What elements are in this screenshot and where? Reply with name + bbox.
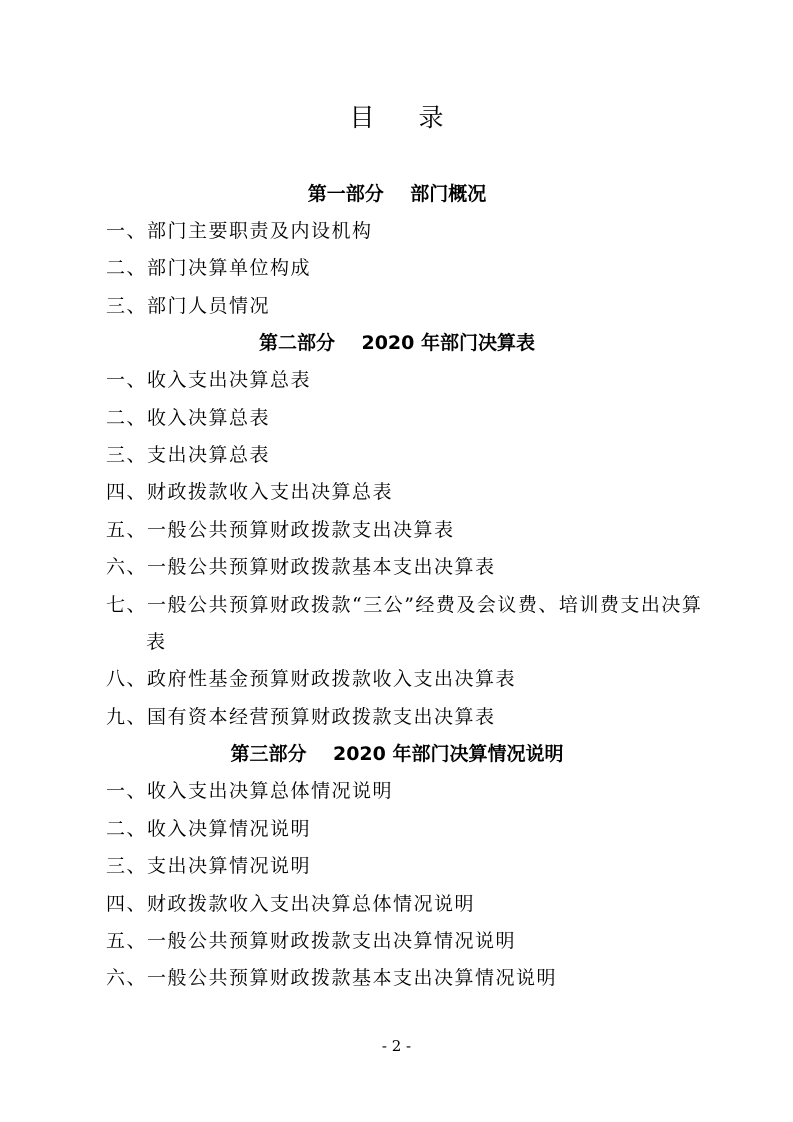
part-heading[interactable]: 第二部分 2020 年部门决算表: [259, 332, 535, 355]
toc-item[interactable]: 一、部门主要职责及内设机构: [106, 220, 373, 242]
toc-item[interactable]: 三、部门人员情况: [106, 294, 271, 317]
part-heading[interactable]: 第三部分 2020 年部门决算情况说明: [230, 743, 564, 766]
section-part-3: [106, 736, 706, 997]
section-part-2: [106, 325, 706, 736]
toc-item[interactable]: 九、国有资本经营预算财政拨款支出决算表: [106, 705, 496, 728]
toc-item[interactable]: 二、部门决算单位构成: [106, 257, 312, 280]
page-title: 目 录: [349, 103, 462, 132]
toc-item[interactable]: 一、收入支出决算总表: [106, 369, 312, 392]
toc-item[interactable]: 八、政府性基金预算财政拨款收入支出决算表: [106, 668, 517, 691]
toc-item[interactable]: 二、收入决算总表: [106, 406, 271, 429]
toc-item[interactable]: 四、财政拨款收入支出决算总体情况说明: [106, 892, 476, 915]
toc-item[interactable]: 一、收入支出决算总体情况说明: [106, 780, 394, 803]
page-number: - 2 -: [381, 1037, 412, 1055]
section-part-1: [106, 176, 706, 325]
part-heading[interactable]: 第一部分 部门概况: [307, 183, 487, 205]
toc-item[interactable]: 二、收入决算情况说明: [106, 817, 312, 840]
toc-item[interactable]: 三、支出决算总表: [106, 444, 271, 467]
toc-item[interactable]: 四、财政拨款收入支出决算总表: [106, 481, 394, 504]
toc-item[interactable]: 五、一般公共预算财政拨款支出决算表: [106, 518, 455, 541]
toc-item[interactable]: 五、一般公共预算财政拨款支出决算情况说明: [106, 929, 517, 952]
toc-item[interactable]: 七、一般公共预算财政拨款“三公”经费及会议费、培训费支出决算表: [106, 593, 703, 654]
toc-item[interactable]: 六、一般公共预算财政拨款基本支出决算表: [106, 556, 496, 579]
toc-item[interactable]: 六、一般公共预算财政拨款基本支出决算情况说明: [106, 967, 558, 990]
table-of-contents: [106, 176, 706, 998]
toc-item[interactable]: 三、支出决算情况说明: [106, 855, 312, 878]
